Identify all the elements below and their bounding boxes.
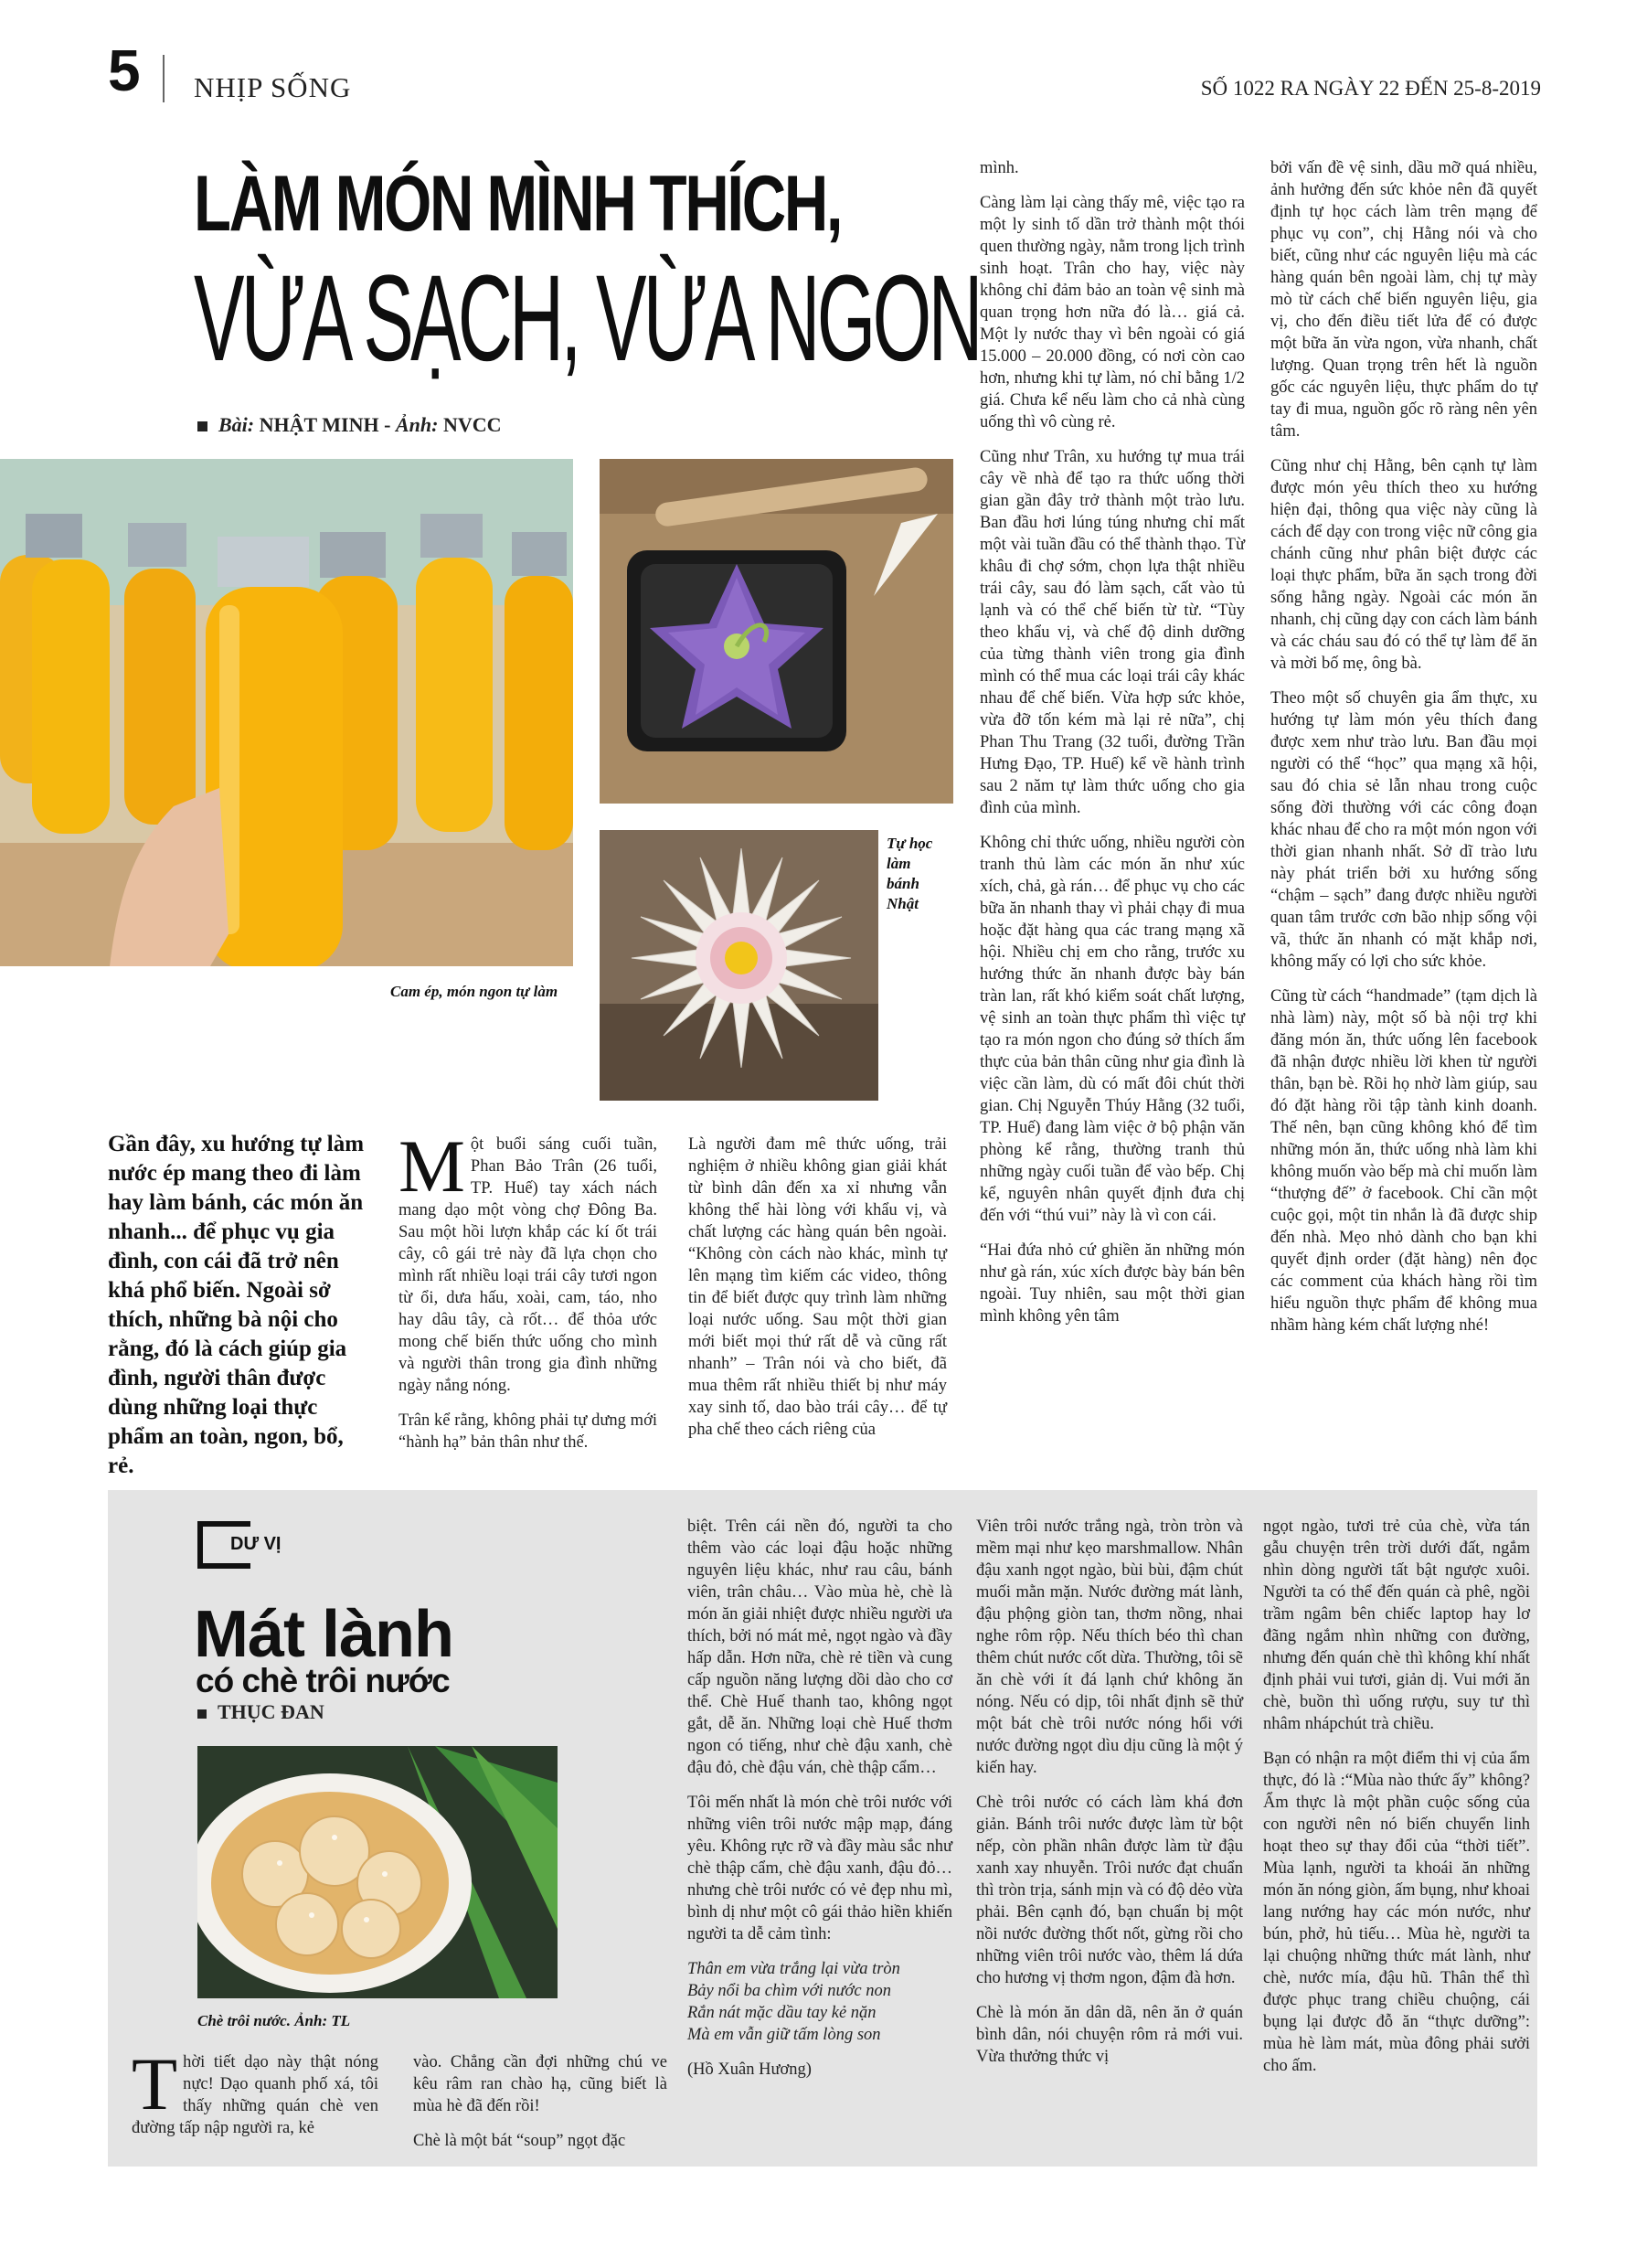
purple-cake-photo xyxy=(600,459,953,804)
sidebar-byline: THỤC ĐAN xyxy=(197,1700,324,1724)
sidebar-subtitle: có chè trôi nước xyxy=(196,1662,450,1699)
sidebar-column-3: biệt. Trên cái nền đó, người ta cho thêm vào các loại đậu hoặc những nguyên liệu khác, như rau câu, bánh viên, trân châu… Vào mùa hè, chè là món ăn giải nhiệt được nhiều người ưa thích, bởi nó mát mẻ, ngọt ngào và đầy hấp dẫn. Hơn nữa, chè rẻ tiền và cung cấp nguồn năng lượng dồi dào cho cơ thể. Chè Huế thanh tao, không ngọt gắt, dễ ăn. Những loại chè Huế thơm ngon có tiếng, như chè đậu xanh, chè đậu đỏ, chè đậu ván, chè thập cẩm… Tôi mến nhất là món chè trôi nước với những viên trôi nước mập mạp, đáng yêu. Không rực rỡ và đầy màu sắc như chè thập cẩm, chè đậu xanh, đậu đỏ… nhưng chè trôi nước có vẻ đẹp nhu mì, bình dị như một cô gái thảo hiền khiến người ta dễ cảm tình: Thân em vừa trắng lại vừa tròn Bảy nổi ba chìm với nước non Rắn nát mặc dầu tay kẻ nặn Mà em vẫn giữ tấm lòng son (Hồ Xuân Hương) xyxy=(687,1517,952,2079)
article-column-1: Một buổi sáng cuối tuần, Phan Bảo Trân (26 tuổi, TP. Huế) tay xách nách mang dạo một vòng chợ Đông Ba. Sau một hồi lượn khắp các kí ốt trái cây, cô gái trẻ này đã lựa chọn cho mình rất nhiều loại trái cây tươi ngon từ ổi, dưa hấu, xoài, cam, táo, nho hay dâu tây, cà rốt… để thỏa ước mong chế biến thức uống cho mình và người thân trong gia đình những ngày nắng nóng. Trân kể rằng, không phải tự dưng mới “hành hạ” bản thân như thế. xyxy=(398,1124,657,1452)
bullet-square-icon xyxy=(197,421,207,431)
sidebar-drop-cap: T xyxy=(132,2042,178,2125)
sidebar-column-2: vào. Chẳng cần đợi những chú ve kêu râm ran chào hạ, cũng biết là mùa hè đã đến rồi! Chè là một bát “soup” ngọt đặc xyxy=(413,2053,667,2150)
che-caption: Chè trôi nước. Ảnh: TL xyxy=(197,2012,351,2029)
article-column-4: bởi vấn đề vệ sinh, dầu mỡ quá nhiều, ảnh hưởng đến sức khỏe nên đã quyết định tự học cách làm trên mạng để phục vụ con”, chị Hằng nói và cho biết, cũng như các nguyên liệu mà các hàng quán bên ngoài làm, chị tự mày mò từ cách chế biến nguyên liệu, gia vị, cho đến điều tiết lửa để có được một bữa ăn vừa ngon, vừa nhanh, chất lượng. Quan trọng trên hết là nguồn gốc các nguyên liệu, thực phẩm do tự tay đi mua, nguồn gốc rõ ràng nên yên tâm. Cũng như chị Hằng, bên cạnh tự làm được món yêu thích theo xu hướng hiện đại, thông qua việc này cũng là cách để dạy con trong việc nữ công gia chánh cũng như phân biệt được các loại thực phẩm, bữa ăn sạch trong đời sống hằng ngày. Ngoài các món ăn nhanh, chị cũng dạy con cách làm bánh và các cháu sau đó có thể tự làm để ăn và mời bố mẹ, ông bà. Theo một số chuyên gia ẩm thực, xu hướng tự làm món yêu thích đang được xem như trào lưu. Ban đầu mọi người có thể “học” qua mạng xã hội, sau đó chia sẻ lẫn nhau trong cuộc sống đời thường với các công đoạn khác nhau để cho ra một món ngon với thời gian nhanh nhất. Sở dĩ trào lưu này phát triển bởi xu hướng sống “chậm – sạch” đang được nhiều người quan tâm trước cơn bão nhịp sống vội vã, thức ăn nhanh có mặt khắp nơi, không mấy có lợi cho sức khỏe. Cũng từ cách “handmade” (tạm dịch là nhà làm) này, một số bà nội trợ khi đăng món ăn, thức uống lên facebook đã nhận được nhiều lời khen từ người thân, bạn bè. Rồi họ nhờ làm giúp, sau đó đặt hàng rồi tập tành kinh doanh. Thế nên, bạn cũng không khó để tìm những món ăn, thức uống nhà làm khi không muốn vào bếp mà chỉ muốn làm “thượng đế” ở facebook. Chỉ cần một cuộc gọi, một tin nhắn là đã được ship đến nhà. Mẹo nhỏ dành cho bạn khi quyết định order (đặt hàng) nên đọc các comment của khách hàng rồi tìm hiểu nguồn thực phẩm để không mua nhầm hàng kém chất lượng nhé! xyxy=(1270,159,1537,1335)
photographer-name: NVCC xyxy=(442,413,502,436)
poem: Thân em vừa trắng lại vừa tròn Bảy nổi ba chìm với nước non Rắn nát mặc dầu tay kẻ nặn Mà em vẫn giữ tấm lòng son xyxy=(687,1960,900,2044)
article-column-2: Là người đam mê thức uống, trải nghiệm ở nhiều không gian giải khát từ bình dân đến xa xỉ nhưng vẫn không thể hài lòng với khẩu vị, và chất lượng các hàng quán bên ngoài. “Không còn cách nào khác, mình tự lên mạng tìm kiếm các video, thông tin để biết được quy trình làm những loại nước uống. Sau một thời gian mới biết mọi thứ rất dễ và cũng rất nhanh” – Trân nói và cho biết, đã mua thêm rất nhiều thiết bị như máy xay sinh tố, dao bào trái cây… để tự pha chế theo cách riêng của xyxy=(688,1135,947,1439)
sidebar-column-5: ngọt ngào, tươi trẻ của chè, vừa tán gẫu chuyện trên trời dưới đất, ngắm nhìn dòng người tất bật ngược xuôi. Người ta có thể đến quán cà phê, ngồi trầm ngâm bên chiếc laptop hay lơ đãng ngắm nhìn những con đường, nhưng đến quán chè thì không khí nhất định phải vui tươi, giản dị. Vui mới ăn chè, buồn thì uống rượu, suy tư thì nhâm nhápchút trà chiều. Bạn có nhận ra một điểm thi vị của ẩm thực, đó là :“Mùa nào thức ấy” không? Ẩm thực là một phần cuộc sống của con người nên nó biến chuyển linh hoạt theo sự thay đổi của “thời tiết”. Mùa lạnh, người ta khoái ăn những món ăn nóng giòn, ấm bụng, như khoai lang nướng hay các món nước, như bún, phở, hủ tiếu… Mùa hè, người ta lại chuộng những thức mát lành, như chè, nước mía, đậu hũ. Thân thể thì được phục trang chiều chuộng, cái bụng lại được đỗ ăn “thực dưỡng”: mùa hè làm mát, mùa đông phải sưởi cho ấm. xyxy=(1263,1517,1530,2075)
headline-line-1: LÀM MÓN MÌNH THÍCH, xyxy=(194,160,842,248)
sidebar-column-4: Viên trôi nước trắng ngà, tròn tròn và mềm mại như kẹo marshmallow. Nhân đậu xanh ngọt ngào, bùi bùi, đậm chút muối mằn mặn. Nước đường mát lành, đậu phộng giòn tan, thơm nồng, nhai nghe rôm rộp. Nếu thích béo thì chan thêm chút nước cốt dừa. Thường, tôi sẽ ăn chè với ít đá lạnh chứ không ăn nóng. Nếu có dịp, tôi nhất định sẽ thử một bát chè trôi nước nóng hổi với nước đường ngọt dìu dịu cũng là một ý kiến hay. Chè trôi nước có cách làm khá đơn giản. Bánh trôi nước được làm từ bột nếp, còn phần nhân được làm từ đậu xanh xay nhuyễn. Trôi nước đạt chuẩn thì tròn trịa, sánh mịn và có độ dẻo vừa phải. Bên cạnh đó, bạn chuẩn bị một nồi nước đường thốt nốt, gừng rồi cho những viên trôi nước vào, thêm lá dứa cho hương vị thơm ngon, đậm đà hơn. Chè là món ăn dân dã, nên ăn ở quán bình dân, nói chuyện rôm rả mới vui. Vừa thưởng thức vị xyxy=(976,1517,1243,2066)
bullet-square-icon xyxy=(197,1709,207,1719)
article-lead: Gần đây, xu hướng tự làm nước ép mang theo đi làm hay làm bánh, các món ăn nhanh... để phục vụ gia đình, con cái đã trở nên khá phổ biến. Ngoài sở thích, những bà nội cho rằng, đó là cách giúp gia đình, người thân được dùng những loại thực phẩm an toàn, ngon, bổ, rẻ. xyxy=(108,1132,365,1478)
author-name: NHẬT MINH xyxy=(259,413,379,436)
juice-caption: Cam ép, món ngon tự làm xyxy=(390,983,558,1000)
header-divider xyxy=(163,55,165,102)
article-column-3: mình. Càng làm lại càng thấy mê, việc tạo ra một ly sinh tố dần trở thành một thói quen thường ngày, nằm trong lịch trình sinh hoạt. Trân cho hay, việc này không chỉ đảm bảo an toàn vệ sinh mà quan trọng hơn nữa đó là… giá cả. Một ly nước thay vì bên ngoài có giá 15.000 – 20.000 đồng, có nơi còn cao hơn, nhưng khi tự làm, nó chỉ bằng 1/2 giá. Chưa kể nếu làm cho cả nhà cùng uống thì vô cùng rẻ. Cũng như Trân, xu hướng tự mua trái cây về nhà để tạo ra thức uống thời gian gần đây trở thành một trào lưu. Ban đầu hơi lúng túng nhưng chỉ mất một vài tuần đầu có thể thành thạo. Từ khâu đi chợ sớm, chọn lựa thật nhiều trái cây, sau đó làm sạch, cất vào tủ lạnh và có thể chế biến từ từ. “Tùy theo khẩu vị, và chế độ dinh dưỡng của từng thành viên trong gia đình mình có thể mua các loại trái cây khác nhau để chế biến. Vừa hợp sức khỏe, vừa đỡ tốn kém mà lại rẻ nữa”, chị Phan Thu Trang (32 tuổi, đường Trần Hưng Đạo, TP. Huế) kể về hành trình sau 2 năm tự làm thức uống cho gia đình của mình. Không chỉ thức uống, nhiều người còn tranh thủ làm các món ăn như xúc xích, chả, gà rán… để phục vụ cho các bữa ăn nhanh thay vì phải chạy đi mua hoặc đặt hàng qua các trang mạng xã hội. Nhiều chị em cho rằng, trước xu hướng thức ăn nhanh được bày bán tràn lan, rất khó kiểm soát chất lượng, vệ sinh an toàn thực phẩm thì việc tự tạo ra món ngon cho đúng sở thích ẩm thực của bản thân cũng như gia đình là việc cần làm, dù có mất đôi chút thời gian. Chị Nguyễn Thúy Hằng (32 tuổi, TP. Huế) đang làm việc ở bộ phận văn phòng kể rằng, thường tranh thủ những ngày cuối tuần để vào bếp. Chị kể, nguyên nhân quyết định đưa chị đến với “thú vui” này là vì con cái. “Hai đứa nhỏ cứ ghiền ăn những món như gà rán, xúc xích được bày bán bên ngoài. Tuy nhiên, sau một thời gian mình không yên tâm xyxy=(980,159,1245,1326)
byline: Bài: NHẬT MINH - Ảnh: NVCC xyxy=(197,413,502,437)
cake-caption: Tự học làm bánh Nhật xyxy=(887,835,933,913)
headline-line-2: VỪA SẠCH, VỪA NGON xyxy=(194,250,980,387)
page-number: 5 xyxy=(108,37,141,103)
juice-bottles-photo xyxy=(0,459,573,966)
sidebar-kicker: DƯ VỊ xyxy=(227,1534,285,1555)
che-troi-nuoc-photo xyxy=(197,1746,558,1998)
sidebar-column-1: Thời tiết dạo này thật nóng nực! Dạo quanh phố xá, tôi thấy những quán chè ven đường tấp nập người ra, kẻ xyxy=(132,2042,378,2137)
section-name: NHỊP SỐNG xyxy=(194,71,352,103)
drop-cap: M xyxy=(398,1124,465,1208)
white-flower-cake-photo xyxy=(600,830,878,1101)
issue-date: SỐ 1022 RA NGÀY 22 ĐẾN 25-8-2019 xyxy=(1200,77,1541,100)
sidebar-title: Mát lành xyxy=(194,1598,454,1671)
